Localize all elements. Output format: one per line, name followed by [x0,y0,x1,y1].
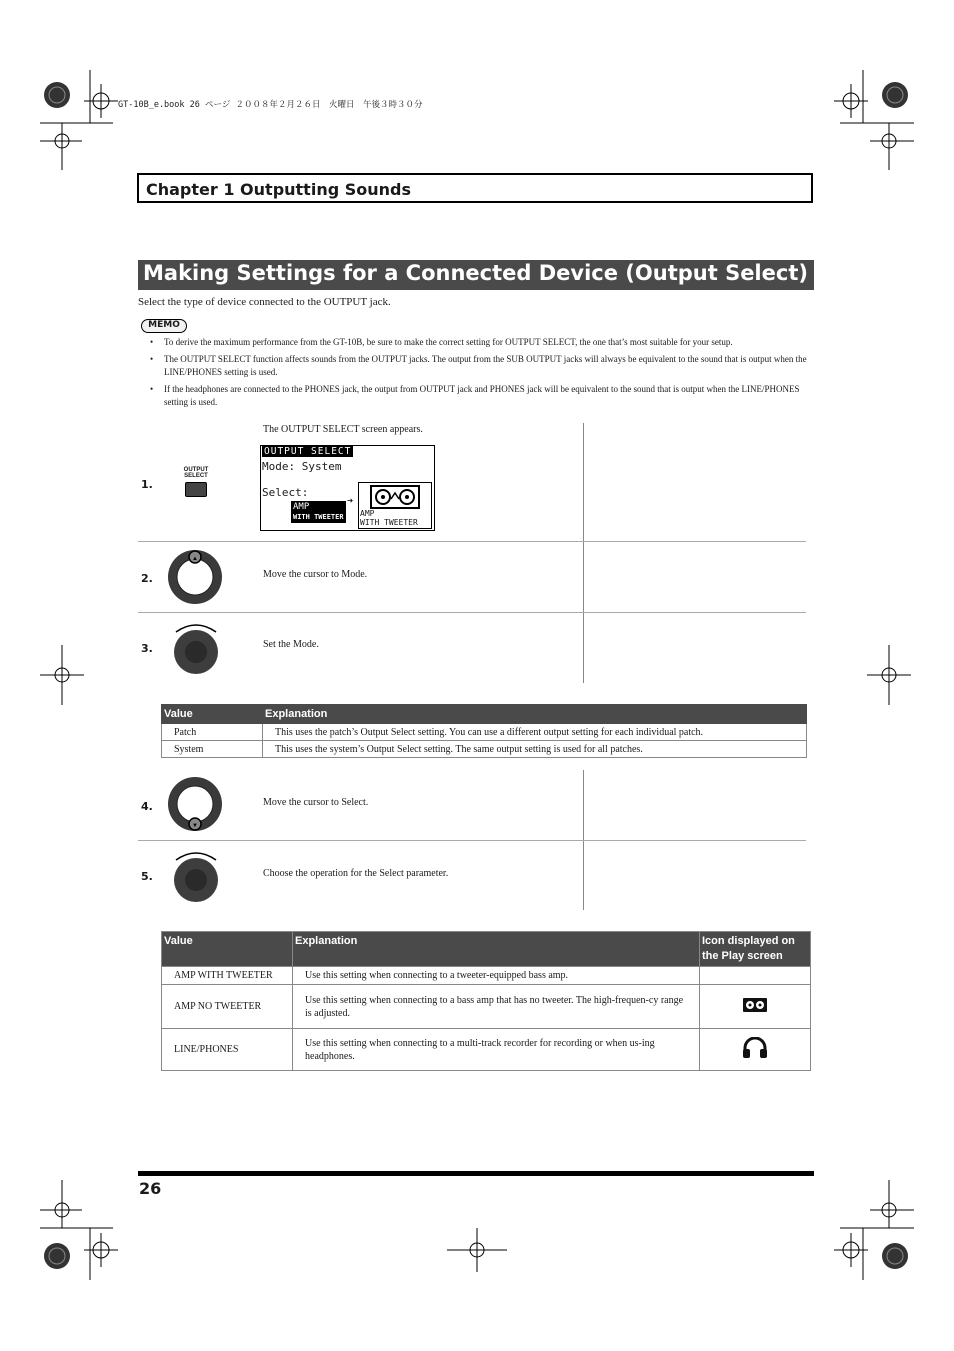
mode-table [161,704,807,758]
table-row [162,985,811,1029]
page-number: 26 [139,1179,162,1198]
mode-value: System [162,741,263,758]
svg-text:▼: ▼ [192,823,198,829]
step-2-number: 2. [141,572,153,585]
lcd-icon-caption [360,509,418,527]
lcd-mode-line: Mode: System [262,460,342,473]
cursor-pad-down-icon [167,775,223,833]
lcd-screen [260,445,435,531]
memo-bullet: • If the headphones are connected to the PHONES jack, the output from OUTPUT jack and PHONES jack will be equivalent to the sound that is output when the LINE/PHONES setting is used. [150,383,812,409]
lcd-select-line: Select: [262,486,309,499]
lcd-value [291,501,346,523]
step-5-text: Choose the operation for the Select parameter. [263,868,449,879]
step-4-number: 4. [141,800,153,813]
select-table [161,931,811,1071]
output-select-button-label: OUTPUT SELECT [183,467,209,479]
mode-value: Patch [162,724,263,741]
amp-icon [742,995,768,1015]
mode-table-header-value: Value [162,705,263,724]
dial-icon [170,848,222,904]
table-row [162,724,807,741]
step-2-text: Move the cursor to Mode. [263,569,368,580]
lcd-icon-caption-1: AMP [360,509,375,518]
table-row [162,741,807,758]
select-explanation: Use this setting when connecting to a multi-track recorder for recording or when us-ing headphones. [293,1029,700,1071]
memo-bullet: • The OUTPUT SELECT function affects sounds from the OUTPUT jacks. The output from the SUB OUTPUT jacks will always be equivalent to the sound that is output when the LINE/PHONES setting is used. [150,353,812,379]
dial-icon [170,620,222,676]
select-icon-cell [700,967,811,985]
chapter-title: Chapter 1 Outputting Sounds [146,180,411,199]
select-icon-cell [700,1029,811,1071]
mode-table-header-explanation: Explanation [263,705,807,724]
mode-explanation: This uses the patch’s Output Select setting. You can use a different output setting for each individual patch. [263,724,807,741]
cursor-pad-up-icon [167,548,223,606]
step-1-number: 1. [141,478,153,491]
lcd-title: OUTPUT SELECT [264,446,352,457]
table-row [162,1029,811,1071]
memo-list [150,336,812,413]
select-value: AMP NO TWEETER [162,985,293,1029]
step-3-text: Set the Mode. [263,639,319,650]
step-4-text: Move the cursor to Select. [263,797,369,808]
memo-bullet: • To derive the maximum performance from the GT-10B, be sure to make the correct setting for OUTPUT SELECT, the one that’s most suitable for your setup. [150,336,812,349]
arrow-icon: ➜ [347,496,354,507]
memo-badge: MEMO [141,319,187,333]
amp-speaker-icon [359,483,431,511]
footer-rule [138,1171,814,1176]
select-table-header-icon: Icon displayed on the Play screen [700,932,811,967]
step-column-divider [583,423,584,683]
button-icon [185,482,207,497]
section-title: Making Settings for a Connected Device (Output Select) [143,261,808,285]
lcd-icon-caption-2: WITH TWEETER [360,518,418,527]
step-5-number: 5. [141,870,153,883]
select-table-header-value: Value [162,932,293,967]
svg-text:▲: ▲ [192,556,198,562]
select-table-header-explanation: Explanation [293,932,700,967]
select-value: LINE/PHONES [162,1029,293,1071]
step-divider [138,840,806,841]
step-divider [138,541,806,542]
select-explanation: Use this setting when connecting to a tweeter-equipped bass amp. [293,967,700,985]
print-header: GT-10B_e.book 26 ページ ２００８年２月２６日 火曜日 午後３時３０分 [118,100,423,110]
select-value: AMP WITH TWEETER [162,967,293,985]
output-select-button-illustration [177,467,215,497]
mode-explanation: This uses the system’s Output Select setting. The same output setting is used for all patches. [263,741,807,758]
intro-text: Select the type of device connected to the OUTPUT jack. [138,296,391,308]
step-1-text: The OUTPUT SELECT screen appears. [263,424,423,435]
select-explanation: Use this setting when connecting to a bass amp that has no tweeter. The high-frequen-cy range is adjusted. [293,985,700,1029]
step-divider [138,612,806,613]
select-icon-cell [700,985,811,1029]
step-3-number: 3. [141,642,153,655]
lcd-value-sub: WITH TWEETER [293,513,344,521]
headphones-icon [742,1037,768,1059]
lcd-value-main: AMP [293,502,310,512]
table-row [162,967,811,985]
